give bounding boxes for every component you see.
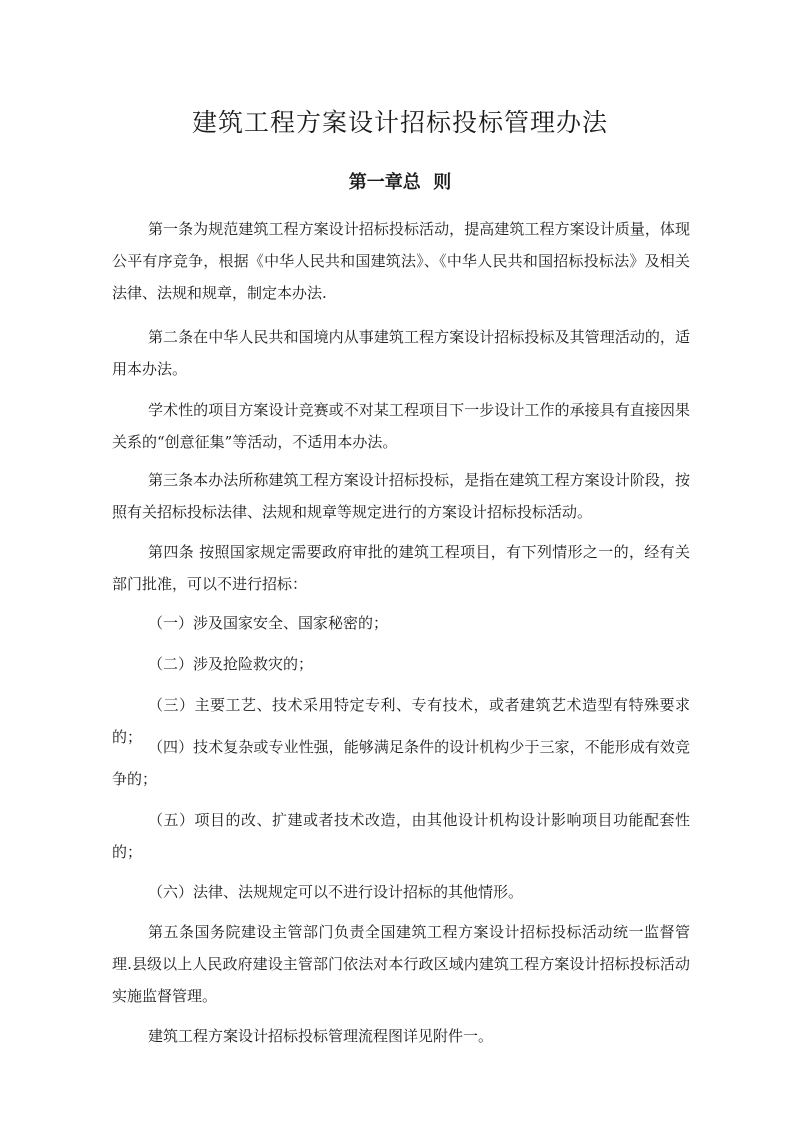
- flowchart-reference-paragraph: 建筑工程方案设计招标投标管理流程图详见附件一。: [148, 1027, 494, 1045]
- article-1-paragraph: 第一条为规范建筑工程方案设计招标投标活动，提高建筑工程方案设计质量，体现公平有序竞争，根据《中华人民共和国建筑法》、《中华人民共和国招标投标法》及相关法律、法规和规章，制定本办法.: [112, 220, 690, 302]
- article-2-paragraph: 第二条在中华人民共和国境内从事建筑工程方案设计招标投标及其管理活动的，适用本办法。: [112, 328, 690, 378]
- article-3-paragraph: 第三条本办法所称建筑工程方案设计招标投标，是指在建筑工程方案设计阶段，按照有关招标投标法律、法规和规章等规定进行的方案设计招标投标活动。: [112, 471, 690, 521]
- article-5-paragraph: 第五条国务院建设主管部门负责全国建筑工程方案设计招标投标活动统一监督管理.县级以上人民政府建设主管部门依法对本行政区域内建筑工程方案设计招标投标活动实施监督管理。: [112, 923, 690, 1005]
- list-item-2: （二）涉及抢险救灾的；: [148, 655, 314, 673]
- article-4-paragraph: 第四条 按照国家规定需要政府审批的建筑工程项目，有下列情形之一的，经有关部门批准，可以不进行招标：: [112, 543, 690, 593]
- academic-exception-paragraph: 学术性的项目方案设计竞赛或不对某工程项目下一步设计工作的承接具有直接因果关系的“创意征集”等活动，不适用本办法。: [112, 401, 690, 451]
- list-item-6: （六）法律、法规规定可以不进行设计招标的其他情形。: [148, 883, 524, 901]
- list-item-3: （三）主要工艺、技术采用特定专利、专有技术，或者建筑艺术造型有特殊要求的；: [112, 696, 690, 746]
- list-item-1: （一）涉及国家安全、国家秘密的；: [148, 614, 389, 632]
- list-item-5: （五）项目的改、扩建或者技术改造，由其他设计机构设计影响项目功能配套性的；: [112, 811, 690, 861]
- document-title: 建筑工程方案设计招标投标管理办法: [191, 108, 608, 137]
- list-item-4: （四）技术复杂或专业性强，能够满足条件的设计机构少于三家，不能形成有效竞争的；: [112, 738, 690, 788]
- chapter-heading: 第一章总 则: [348, 172, 452, 193]
